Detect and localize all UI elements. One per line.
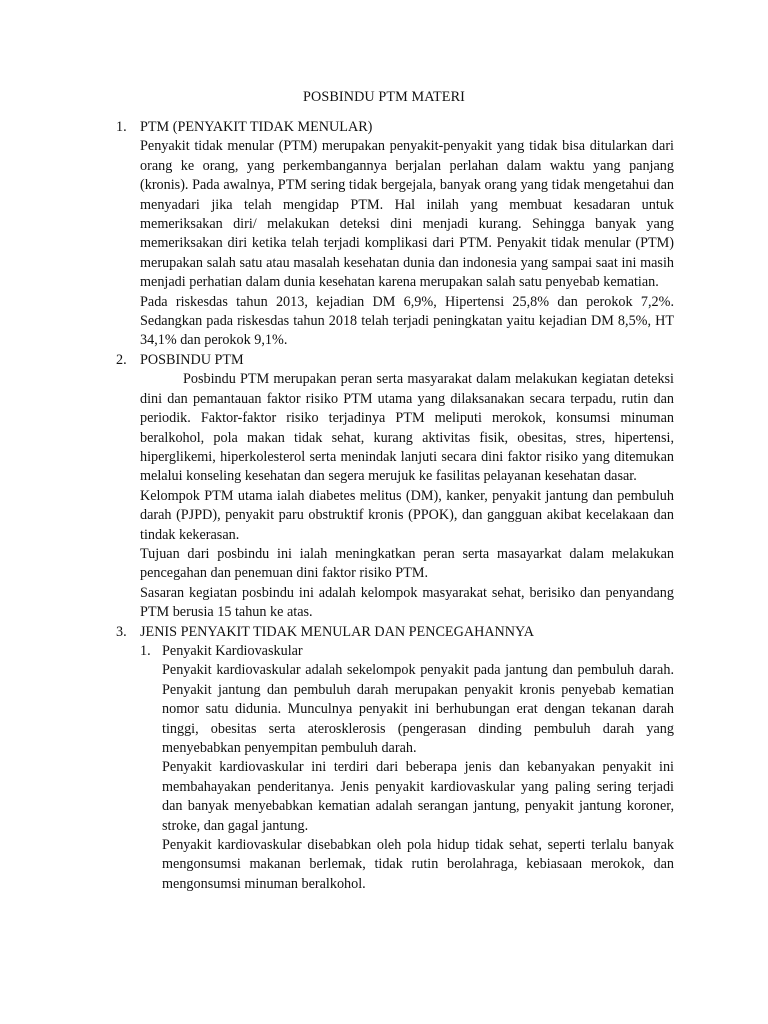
paragraph: Tujuan dari posbindu ini ialah meningkatkan peran serta masayarkat dalam melakukan pencegahan dan penemuan dini faktor risiko PTM. — [140, 545, 674, 582]
paragraph: Penyakit kardiovaskular ini terdiri dari beberapa jenis dan kebanyakan penyakit ini membahayakan penderitanya. Jenis penyakit kardiovaskular yang paling sering terjadi dan banyak menyebabkan kematian adalah serangan jantung, penyakit jantung koroner, stroke, dan gagal jantung. — [162, 759, 674, 834]
paragraph: Penyakit tidak menular (PTM) merupakan penyakit-penyakit yang tidak bisa ditularkan dari orang ke orang, yang perkembangannya berjalan perlahan dalam waktu yang panjang (kronis). Pada awalnya, PTM sering tidak bergejala, banyak orang yang tidak mengetahui dan menyadari jika telah mengidap PTM. Hal inilah yang membuat kesadaran untuk memeriksakan diri/ melakukan deteksi dini menjadi kurang. Sehingga banyak yang memeriksakan diri ketika telah terjadi komplikasi dari PTM. Penyakit tidak menular (PTM) merupakan salah satu atau masalah kesehatan dunia dan indonesia yang sampai saat ini masih menjadi perhatian dalam dunia kesehatan karena merupakan salah satu penyebab kematian. — [140, 138, 674, 291]
section-number: 3. — [116, 623, 127, 640]
document-body — [116, 118, 674, 894]
paragraph: Kelompok PTM utama ialah diabetes melitus (DM), kanker, penyakit jantung dan pembuluh darah (PJPD), penyakit paru obstruktif kronis (PPOK), dan gangguan akibat kecelakaan dan tindak kekerasan. — [140, 487, 674, 543]
subsection-number: 1. — [140, 642, 151, 659]
section-posbindu — [116, 351, 674, 623]
paragraph: Penyakit kardiovaskular adalah sekelompok penyakit pada jantung dan pembuluh darah. Penyakit jantung dan pembuluh darah merupakan penyakit kronis penyebab kematian nomor satu didunia. Munculnya penyakit ini berhubungan erat dengan tekanan darah tinggi, obesitas serta aterosklerosis (pengerasan dinding pembuluh darah yang menyebabkan penyempitan pembuluh darah. — [162, 662, 674, 756]
section-heading: JENIS PENYAKIT TIDAK MENULAR DAN PENCEGAHANNYA — [140, 623, 534, 640]
section-heading: POSBINDU PTM — [140, 351, 244, 368]
paragraph: Penyakit kardiovaskular disebabkan oleh pola hidup tidak sehat, seperti terlalu banyak mengonsumsi makanan berlemak, tidak rutin berolahraga, kebiasaan merokok, dan mengonsumsi minuman beralkohol. — [162, 837, 674, 892]
subsection-heading: Penyakit Kardiovaskular — [162, 642, 303, 659]
section-jenis-penyakit — [116, 623, 674, 895]
paragraph: Pada riskesdas tahun 2013, kejadian DM 6,9%, Hipertensi 25,8% dan perokok 7,2%. Sedangkan pada riskesdas tahun 2018 telah terjadi peningkatan yaitu kejadian DM 8,5%, HT 34,1% dan perokok 9,1%. — [140, 293, 674, 349]
section-number: 1. — [116, 119, 127, 135]
paragraph: Sasaran kegiatan posbindu ini adalah kelompok masyarakat sehat, berisiko dan penyandang PTM berusia 15 tahun ke atas. — [140, 584, 674, 621]
paragraph: Posbindu PTM merupakan peran serta masyarakat dalam melakukan kegiatan deteksi dini dan pemantauan faktor risiko PTM utama yang dilaksanakan secara terpadu, rutin dan periodik. Faktor-faktor risiko terjadinya PTM meliputi merokok, konsumsi minuman beralkohol, pola makan tidak sehat, kurang aktivitas fisik, obesitas, stres, hipertensi, hiperglikemi, hiperkolesterol serta menindak lanjuti secara dini faktor risiko yang ditemukan melalui konseling kesehatan dan segera merujuk ke fasilitas pelayanan kesehatan dasar. — [140, 371, 674, 485]
document-title: POSBINDU PTM MATERI — [303, 89, 465, 105]
section-number: 2. — [116, 351, 127, 368]
subsection-kardiovaskular — [140, 642, 674, 894]
section-heading: PTM (PENYAKIT TIDAK MENULAR) — [140, 119, 373, 135]
section-ptm — [116, 118, 674, 351]
